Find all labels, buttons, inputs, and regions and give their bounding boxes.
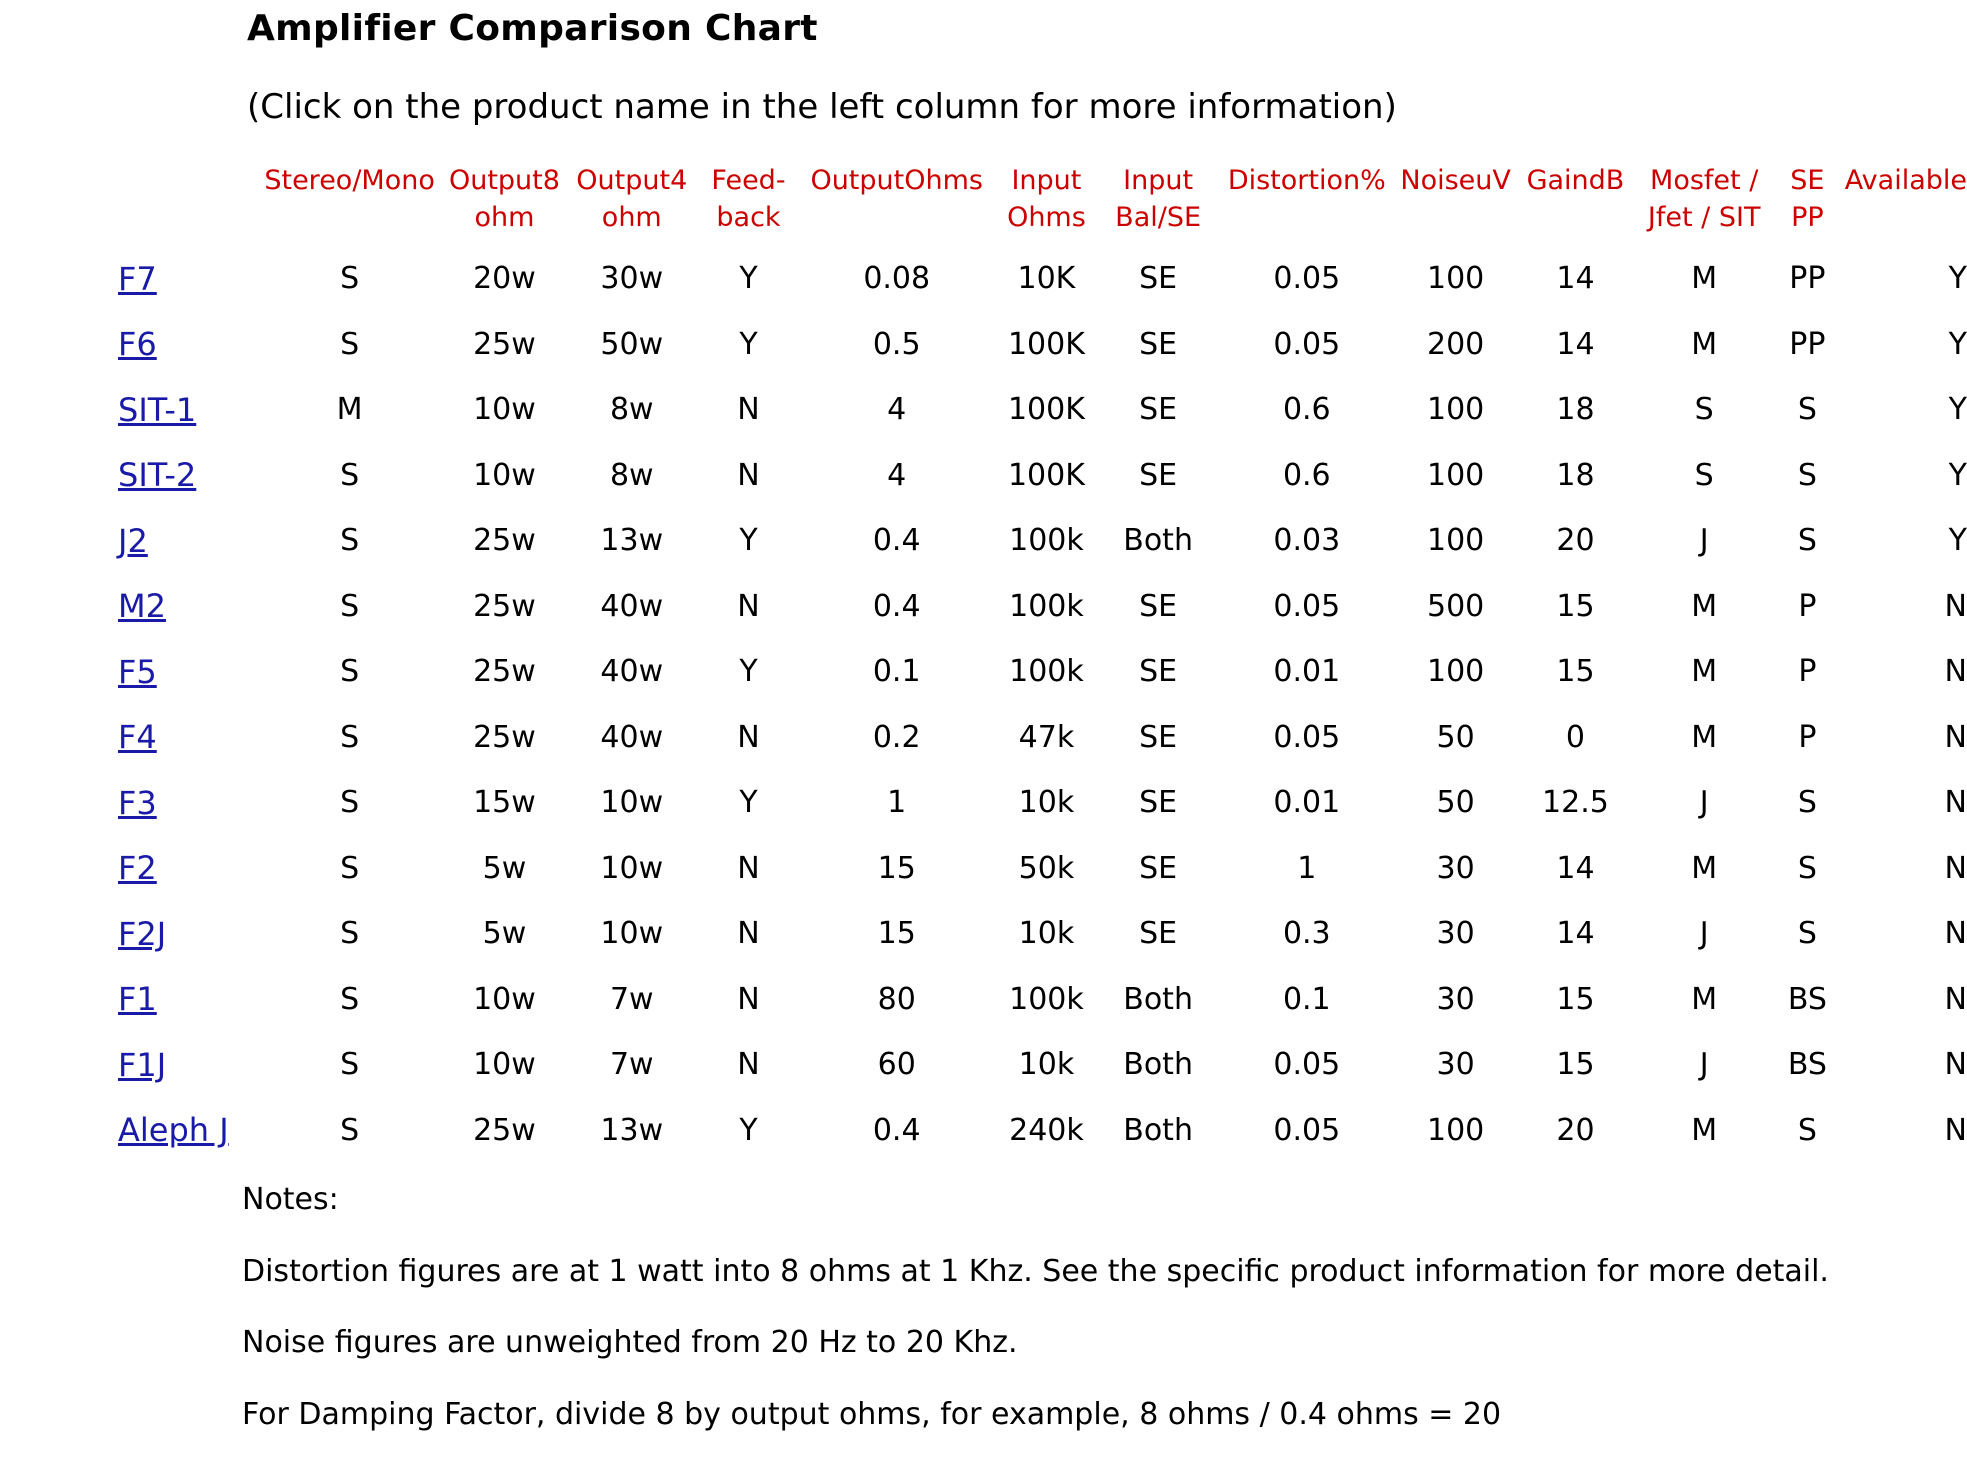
table-cell: N — [1944, 1047, 1967, 1083]
product-link[interactable]: Aleph J — [118, 1111, 229, 1150]
table-cell: 100 — [1427, 457, 1485, 493]
table-cell: P — [1798, 654, 1817, 690]
table-cell: 14 — [1556, 916, 1595, 952]
table-cell: 0.6 — [1282, 457, 1331, 493]
table-row — [118, 967, 1967, 1033]
table-cell: S — [340, 850, 360, 886]
note-damping-factor: For Damping Factor, divide 8 by output ohms, for example, 8 ohms / 0.4 ohms = 20 — [242, 1396, 1502, 1432]
table-row — [118, 377, 1967, 443]
product-link[interactable]: F3 — [118, 783, 157, 822]
table-cell: 4 — [887, 457, 907, 493]
product-link[interactable]: F7 — [118, 259, 157, 298]
product-link[interactable]: F2 — [118, 849, 157, 888]
table-cell: 5w — [482, 916, 527, 952]
table-cell: 15 — [1556, 1047, 1595, 1083]
product-name-cell — [118, 901, 259, 967]
table-cell: S — [340, 588, 360, 624]
table-cell: 0.4 — [872, 588, 921, 624]
header-row — [118, 162, 1967, 246]
table-cell: 4 — [887, 392, 907, 428]
table-cell: 10w — [473, 981, 536, 1017]
product-link[interactable]: F1 — [118, 980, 157, 1019]
table-cell: 15 — [1556, 588, 1595, 624]
product-link[interactable]: F5 — [118, 652, 157, 691]
table-cell: Both — [1123, 1047, 1193, 1083]
table-cell: N — [737, 850, 760, 886]
table-cell: 0.3 — [1282, 916, 1331, 952]
table-cell: M — [1691, 654, 1718, 690]
column-header — [1638, 162, 1770, 246]
table-row — [118, 770, 1967, 836]
table-cell: 0.1 — [1282, 981, 1331, 1017]
table-cell: N — [1944, 916, 1967, 952]
column-header-line2: Bal/SE — [1115, 202, 1202, 233]
column-header — [441, 162, 569, 246]
table-cell: 5w — [482, 850, 527, 886]
product-name-cell — [118, 967, 259, 1033]
table-cell: 1 — [887, 785, 907, 821]
table-cell: 25w — [473, 719, 536, 755]
table-cell: 30 — [1436, 1047, 1475, 1083]
table-cell: Y — [739, 785, 758, 821]
table-cell: M — [1691, 981, 1718, 1017]
table-cell: S — [340, 916, 360, 952]
product-link[interactable]: F2J — [118, 914, 167, 953]
column-header — [1770, 162, 1845, 246]
table-cell: 25w — [473, 1112, 536, 1148]
product-name-cell — [118, 574, 259, 640]
column-header-line2: ohm — [601, 202, 662, 233]
table-cell: 10k — [1018, 916, 1075, 952]
table-cell: 100k — [1009, 654, 1084, 690]
table-cell: S — [1694, 457, 1714, 493]
table-cell: 40w — [600, 719, 664, 755]
table-cell: SE — [1139, 654, 1178, 690]
column-header — [1845, 162, 1967, 246]
table-cell: 0.05 — [1273, 1112, 1341, 1148]
table-cell: N — [737, 588, 760, 624]
product-name-cell — [118, 377, 259, 443]
table-cell: 25w — [473, 326, 536, 362]
table-cell: SE — [1139, 588, 1178, 624]
table-cell: 15 — [877, 916, 916, 952]
table-cell: 80 — [877, 981, 916, 1017]
table-cell: 40w — [600, 654, 664, 690]
table-cell: 20 — [1556, 1112, 1595, 1148]
product-name-cell — [118, 508, 259, 574]
table-cell: M — [1691, 326, 1718, 362]
table-cell: Both — [1123, 523, 1193, 559]
table-cell: 15 — [1556, 981, 1595, 1017]
table-cell: 0.1 — [872, 654, 921, 690]
product-link[interactable]: F1J — [118, 1045, 167, 1084]
table-cell: 25w — [473, 654, 536, 690]
table-row — [118, 1032, 1967, 1098]
column-header-line1: Feed- — [711, 165, 786, 196]
table-cell: 50 — [1436, 719, 1475, 755]
table-cell: S — [1797, 457, 1817, 493]
table-cell: S — [340, 1112, 360, 1148]
table-cell: 0.08 — [863, 261, 931, 297]
table-cell: 0.6 — [1282, 392, 1331, 428]
table-cell: N — [737, 1047, 760, 1083]
table-cell: M — [1691, 588, 1718, 624]
product-name-cell — [118, 770, 259, 836]
column-header-line1: Input — [1011, 165, 1082, 196]
table-cell: P — [1798, 588, 1817, 624]
table-cell: 0.2 — [872, 719, 921, 755]
table-cell: S — [340, 523, 360, 559]
table-cell: 30 — [1436, 981, 1475, 1017]
table-cell: Y — [739, 326, 758, 362]
table-cell: 18 — [1556, 392, 1595, 428]
column-header-line2: Jfet / SIT — [1647, 202, 1761, 233]
table-cell: 0.01 — [1273, 654, 1341, 690]
notes-section — [242, 1180, 1829, 1466]
table-cell: BS — [1787, 1047, 1827, 1083]
product-name-cell — [118, 1098, 259, 1164]
table-cell: S — [340, 981, 360, 1017]
table-cell: S — [340, 261, 360, 297]
table-cell: Y — [1948, 457, 1967, 493]
table-cell: J — [1699, 1047, 1709, 1083]
table-cell: S — [1797, 785, 1817, 821]
table-cell: 100 — [1427, 654, 1485, 690]
table-cell: N — [1944, 850, 1967, 886]
table-cell: N — [1944, 588, 1967, 624]
column-header-line2: Ohms — [1007, 202, 1086, 233]
table-cell: Both — [1123, 1112, 1193, 1148]
table-cell: 100k — [1009, 523, 1084, 559]
table-cell: J — [1699, 523, 1709, 559]
table-cell: S — [340, 457, 360, 493]
table-cell: 10w — [473, 457, 536, 493]
table-cell: S — [1797, 523, 1817, 559]
table-cell: 20w — [473, 261, 536, 297]
column-header — [992, 162, 1102, 246]
table-row — [118, 443, 1967, 509]
table-cell: SE — [1139, 326, 1178, 362]
column-header — [1215, 162, 1399, 246]
table-cell: 0.05 — [1273, 719, 1341, 755]
table-cell: 0.4 — [872, 523, 921, 559]
table-cell: 10w — [473, 1047, 536, 1083]
table-cell: 10w — [600, 916, 664, 952]
table-row — [118, 574, 1967, 640]
table-cell: 100k — [1009, 981, 1084, 1017]
table-cell: N — [1944, 654, 1967, 690]
product-link[interactable]: SIT-1 — [118, 390, 197, 429]
table-cell: 7w — [609, 1047, 654, 1083]
table-cell: 10w — [473, 392, 536, 428]
column-header-line1: Mosfet / — [1650, 165, 1759, 196]
table-cell: 100K — [1007, 326, 1085, 362]
column-header-line1: NoiseuV — [1400, 165, 1511, 196]
product-name-cell — [118, 1032, 259, 1098]
table-cell: 25w — [473, 588, 536, 624]
table-row — [118, 901, 1967, 967]
table-cell: 14 — [1556, 261, 1595, 297]
product-link[interactable]: F6 — [118, 325, 157, 364]
column-header-line1: Input — [1123, 165, 1194, 196]
table-cell: 15w — [473, 785, 536, 821]
table-cell: 13w — [600, 1112, 664, 1148]
comparison-table — [118, 162, 1967, 1163]
column-header — [1399, 162, 1513, 246]
column-header-line2: back — [716, 202, 781, 233]
table-cell: S — [1694, 392, 1714, 428]
column-header-line1: Stereo/Mono — [264, 165, 435, 196]
product-name-cell — [118, 836, 259, 902]
column-header — [1513, 162, 1639, 246]
table-cell: SE — [1139, 916, 1178, 952]
table-cell: 40w — [600, 588, 664, 624]
table-cell: 0.05 — [1273, 261, 1341, 297]
table-cell: P — [1798, 719, 1817, 755]
table-cell: N — [1944, 785, 1967, 821]
table-cell: 30 — [1436, 850, 1475, 886]
table-cell: Y — [1948, 392, 1967, 428]
table-cell: PP — [1789, 261, 1826, 297]
table-cell: 0 — [1565, 719, 1585, 755]
column-header — [568, 162, 695, 246]
table-cell: M — [1691, 719, 1718, 755]
table-cell: 30w — [600, 261, 664, 297]
table-cell: 100K — [1007, 457, 1085, 493]
table-cell: BS — [1787, 981, 1827, 1017]
table-cell: 0.01 — [1273, 785, 1341, 821]
table-cell: SE — [1139, 719, 1178, 755]
column-header — [118, 162, 259, 246]
table-cell: 10K — [1017, 261, 1076, 297]
table-cell: 200 — [1427, 326, 1485, 362]
table-cell: S — [340, 1047, 360, 1083]
table-cell: S — [340, 654, 360, 690]
table-cell: 50 — [1436, 785, 1475, 821]
column-header — [695, 162, 802, 246]
table-row — [118, 639, 1967, 705]
table-cell: 1 — [1297, 850, 1317, 886]
table-body — [118, 246, 1967, 1163]
table-row — [118, 1098, 1967, 1164]
table-cell: 60 — [877, 1047, 916, 1083]
table-cell: SE — [1139, 392, 1178, 428]
table-cell: S — [1797, 850, 1817, 886]
column-header-line2: ohm — [474, 202, 535, 233]
table-cell: 7w — [609, 981, 654, 1017]
table-cell: 0.4 — [872, 1112, 921, 1148]
column-header-line1: Output8 — [448, 165, 560, 196]
table-cell: S — [340, 719, 360, 755]
table-cell: Both — [1123, 981, 1193, 1017]
table-cell: 12.5 — [1542, 785, 1609, 821]
table-cell: 50w — [600, 326, 664, 362]
table-cell: 47k — [1018, 719, 1075, 755]
table-cell: SE — [1139, 457, 1178, 493]
product-name-cell — [118, 705, 259, 771]
table-row — [118, 312, 1967, 378]
product-name-cell — [118, 443, 259, 509]
table-cell: 20 — [1556, 523, 1595, 559]
table-cell: 50k — [1018, 850, 1075, 886]
column-header-line1: Output4 — [576, 165, 688, 196]
table-cell: 18 — [1556, 457, 1595, 493]
table-row — [118, 705, 1967, 771]
table-cell: 15 — [877, 850, 916, 886]
table-cell: Y — [739, 1112, 758, 1148]
page-subtitle: (Click on the product name in the left column for more information) — [247, 87, 1397, 127]
column-header-line1: SE — [1790, 165, 1825, 196]
table-cell: 0.05 — [1273, 326, 1341, 362]
note-noise: Noise figures are unweighted from 20 Hz to 20 Khz. — [242, 1325, 1018, 1360]
product-link[interactable]: SIT-2 — [118, 456, 197, 495]
table-cell: PP — [1789, 326, 1826, 362]
column-header-line1: OutputOhms — [810, 165, 983, 196]
table-cell: 14 — [1556, 326, 1595, 362]
column-header — [802, 162, 992, 246]
table-cell: S — [340, 326, 360, 362]
table-cell: 10w — [600, 785, 664, 821]
table-cell: 100 — [1427, 523, 1485, 559]
table-cell: 100 — [1427, 261, 1485, 297]
table-cell: N — [1944, 719, 1967, 755]
table-cell: S — [340, 785, 360, 821]
table-cell: J — [1699, 785, 1709, 821]
table-cell: 15 — [1556, 654, 1595, 690]
table-cell: 100K — [1007, 392, 1085, 428]
table-cell: Y — [1948, 523, 1967, 559]
table-cell: SE — [1139, 850, 1178, 886]
table-cell: N — [1944, 1112, 1967, 1148]
table-cell: S — [1797, 392, 1817, 428]
note-distortion: Distortion figures are at 1 watt into 8 ohms at 1 Khz. See the specific product information for more detail. — [242, 1253, 1829, 1289]
product-name-cell — [118, 312, 259, 378]
table-row — [118, 508, 1967, 574]
table-cell: 100 — [1427, 392, 1485, 428]
table-cell: 0.03 — [1273, 523, 1341, 559]
column-header-line1: Available — [1844, 165, 1967, 196]
table-cell: SE — [1139, 261, 1178, 297]
table-cell: N — [737, 392, 760, 428]
table-cell: N — [737, 981, 760, 1017]
table-cell: M — [1691, 261, 1718, 297]
table-cell: 8w — [609, 457, 654, 493]
product-name-cell — [118, 246, 259, 312]
table-cell: SE — [1139, 785, 1178, 821]
table-cell: 10w — [600, 850, 664, 886]
table-cell: Y — [1948, 261, 1967, 297]
table-cell: 10k — [1018, 1047, 1075, 1083]
product-link[interactable]: M2 — [118, 587, 166, 626]
table-cell: 0.05 — [1273, 1047, 1341, 1083]
notes-heading: Notes: — [242, 1182, 339, 1217]
table-cell: N — [1944, 981, 1967, 1017]
table-cell: 100 — [1427, 1112, 1485, 1148]
table-cell: 10k — [1018, 785, 1075, 821]
table-cell: M — [1691, 1112, 1718, 1148]
table-cell: M — [1691, 850, 1718, 886]
table-row — [118, 246, 1967, 312]
table-cell: M — [336, 392, 363, 428]
table-cell: N — [737, 719, 760, 755]
table-cell: Y — [1948, 326, 1967, 362]
column-header-line2: PP — [1791, 202, 1824, 233]
table-cell: 14 — [1556, 850, 1595, 886]
product-link[interactable]: F4 — [118, 718, 157, 757]
product-name-cell — [118, 639, 259, 705]
table-cell: S — [1797, 916, 1817, 952]
table-cell: S — [1797, 1112, 1817, 1148]
table-cell: 30 — [1436, 916, 1475, 952]
column-header-line1: Distortion% — [1227, 165, 1386, 196]
product-link[interactable]: J2 — [118, 521, 148, 560]
table-cell: 240k — [1009, 1112, 1084, 1148]
table-cell: Y — [739, 654, 758, 690]
table-cell: 8w — [609, 392, 654, 428]
column-header — [1101, 162, 1215, 246]
table-cell: Y — [739, 261, 758, 297]
page-title: Amplifier Comparison Chart — [247, 8, 818, 49]
table-cell: Y — [739, 523, 758, 559]
table-cell: 500 — [1427, 588, 1485, 624]
table-cell: 0.05 — [1273, 588, 1341, 624]
column-header — [259, 162, 441, 246]
table-cell: 13w — [600, 523, 664, 559]
table-cell: N — [737, 916, 760, 952]
table-cell: J — [1699, 916, 1709, 952]
table-cell: N — [737, 457, 760, 493]
table-row — [118, 836, 1967, 902]
table-cell: 100k — [1009, 588, 1084, 624]
table-cell: 25w — [473, 523, 536, 559]
column-header-line1: GaindB — [1526, 165, 1625, 196]
table-cell: 0.5 — [872, 326, 921, 362]
